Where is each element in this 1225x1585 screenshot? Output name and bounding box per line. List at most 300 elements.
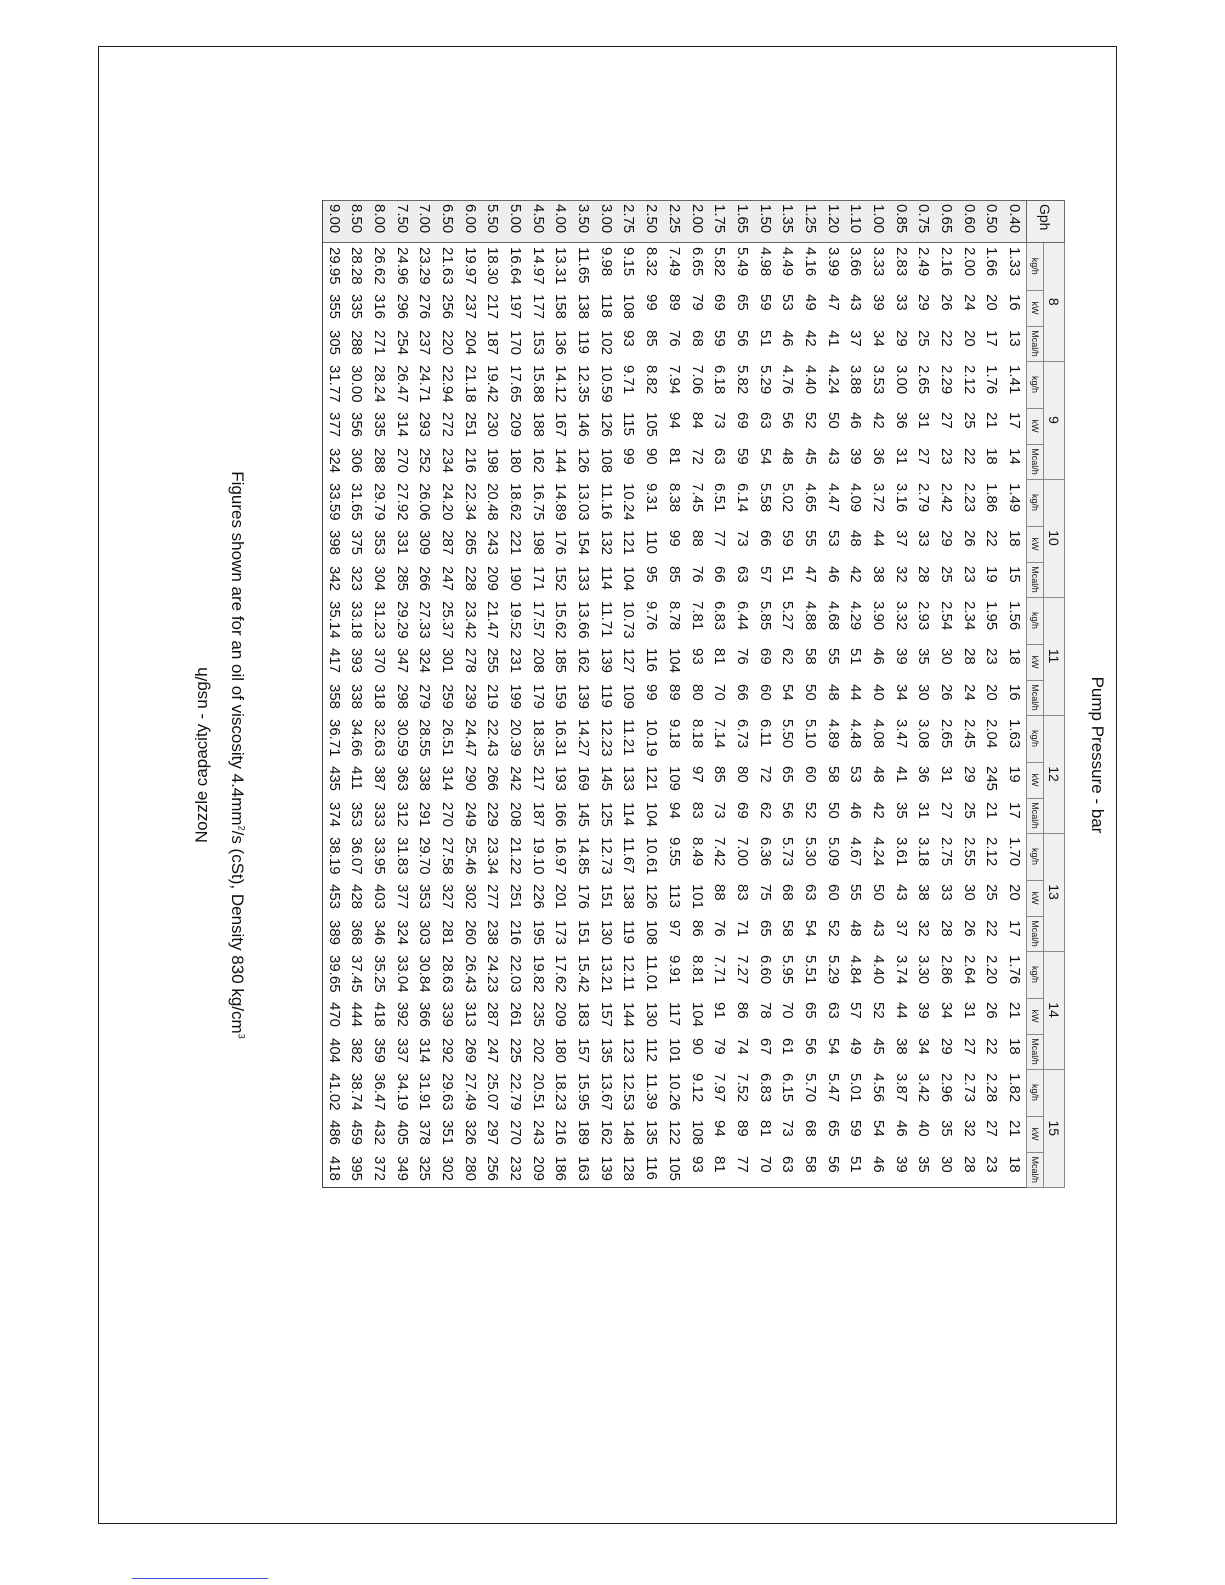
table-cell: 51	[756, 330, 774, 347]
table-cell: 17	[1006, 412, 1024, 429]
caption-superscript-2: 2	[236, 825, 247, 831]
table-cell: 52	[801, 802, 819, 819]
table-cell: 342	[322, 562, 345, 597]
table-cell: 71	[733, 920, 751, 937]
table-cell: 7.06	[688, 365, 706, 395]
table-cell: 404	[322, 1034, 345, 1069]
table-cell: 36.47	[370, 1073, 388, 1111]
table-cell: 4.47	[824, 483, 842, 513]
table-cell: 8.81	[688, 955, 706, 985]
table-cell: 31	[915, 412, 933, 429]
table-cell: 81	[665, 448, 683, 465]
table-cell: 24.47	[461, 719, 479, 757]
table-cell: 119	[620, 920, 638, 944]
table-cell: 51	[845, 1152, 868, 1188]
table-cell: 216	[507, 920, 525, 946]
table-cell: 56	[779, 802, 797, 819]
unit-header: Mcal/h	[1027, 680, 1044, 715]
table-cell: 80	[688, 684, 706, 701]
table-cell: 121	[620, 530, 638, 556]
gph-value: 2.25	[663, 201, 686, 243]
table-row	[527, 201, 550, 1188]
table-cell: 4.09	[847, 483, 865, 513]
table-cell: 318	[370, 684, 388, 710]
table-cell: 153	[529, 330, 547, 356]
page-link-underline	[132, 1578, 268, 1579]
table-cell: 57	[756, 566, 774, 583]
table-cell: 26	[938, 684, 956, 701]
table-cell: 50	[824, 802, 842, 819]
table-cell: 65	[801, 1002, 819, 1019]
table-cell: 21.18	[461, 365, 479, 403]
table-cell: 21.63	[438, 247, 456, 285]
table-cell: 62	[756, 802, 774, 819]
table-cell: 132	[597, 530, 615, 556]
table-cell: 88	[711, 884, 729, 901]
table-cell: 94	[665, 412, 683, 429]
unit-header: Mcal/h	[1027, 562, 1044, 597]
table-cell: 115	[620, 412, 638, 436]
table-cell: 16	[1006, 294, 1024, 311]
table-cell: 269	[461, 1038, 479, 1064]
table-cell: 31.83	[393, 837, 411, 875]
table-cell: 145	[575, 802, 593, 828]
table-cell: 75	[756, 884, 774, 901]
table-cell: 34	[870, 330, 888, 347]
table-cell: 177	[529, 294, 547, 320]
caption-text-middle: /s (cSt), Density 830 kg/cm	[228, 830, 247, 1034]
table-cell: 70	[779, 1002, 797, 1019]
table-cell: 27.92	[393, 483, 411, 521]
table-cell: 136	[552, 330, 570, 356]
table-cell: 187	[484, 330, 502, 356]
table-cell: 6.83	[756, 1073, 774, 1103]
table-cell: 89	[665, 684, 683, 701]
table-cell: 209	[507, 412, 525, 438]
table-cell: 4.84	[847, 955, 865, 985]
table-cell: 11.67	[620, 837, 638, 874]
table-cell: 486	[322, 1116, 345, 1152]
table-row	[368, 201, 391, 1188]
table-cell: 288	[370, 448, 388, 474]
table-cell: 60	[756, 684, 774, 701]
table-cell: 110	[643, 530, 661, 554]
table-cell: 29	[960, 766, 978, 783]
table-cell: 10.59	[597, 365, 615, 403]
table-cell: 31.65	[348, 483, 366, 521]
table-cell: 279	[416, 684, 434, 710]
gph-value: 2.50	[640, 201, 663, 243]
table-cell: 13.66	[575, 601, 593, 639]
table-cell: 104	[620, 566, 638, 592]
table-cell: 232	[504, 1152, 527, 1188]
table-cell: 76	[711, 920, 729, 937]
table-cell: 256	[438, 294, 456, 320]
table-cell: 459	[348, 1120, 366, 1146]
table-cell: 138	[620, 884, 638, 910]
table-cell: 90	[688, 1038, 706, 1055]
table-cell: 31.91	[416, 1073, 434, 1111]
table-cell: 33	[915, 530, 933, 547]
table-cell: 53	[779, 294, 797, 311]
table-cell: 36	[870, 448, 888, 465]
table-row	[686, 201, 709, 1188]
table-cell: 265	[461, 530, 479, 556]
table-cell: 351	[438, 1120, 456, 1146]
table-cell: 25	[983, 884, 1001, 901]
table-cell: 2.16	[938, 247, 956, 277]
pressure-header: 8	[1044, 243, 1065, 362]
table-cell: 2.65	[915, 365, 933, 395]
table-cell: 14.27	[575, 719, 593, 757]
table-cell: 22	[983, 1038, 1001, 1055]
table-cell: 19.52	[507, 601, 525, 639]
table-cell: 6.15	[779, 1073, 797, 1103]
table-cell: 26.06	[416, 483, 434, 521]
table-cell: 355	[322, 290, 345, 326]
table-cell: 4.76	[779, 365, 797, 395]
table-cell: 2.23	[960, 483, 978, 513]
table-cell: 97	[665, 920, 683, 937]
table-cell: 52	[824, 920, 842, 937]
table-cell: 6.11	[756, 719, 774, 748]
table-cell: 8.78	[665, 601, 683, 631]
table-cell: 24.96	[393, 247, 411, 285]
table-cell: 69	[711, 294, 729, 311]
table-cell: 55	[801, 530, 819, 547]
table-cell: 33.18	[348, 601, 366, 639]
table-cell: 24.71	[416, 365, 434, 403]
table-cell: 392	[393, 1002, 411, 1028]
table-cell: 375	[348, 530, 366, 556]
table-cell: 176	[552, 530, 570, 556]
table-row	[1003, 201, 1026, 1188]
table-cell: 46	[847, 802, 865, 819]
table-cell: 2.49	[915, 247, 933, 277]
table-cell: 76	[688, 566, 706, 583]
table-cell: 197	[507, 294, 525, 320]
table-cell: 123	[620, 1038, 638, 1064]
table-cell: 20	[983, 294, 1001, 311]
table-cell: 254	[393, 330, 411, 356]
table-cell: 176	[575, 884, 593, 910]
table-row	[708, 201, 731, 1188]
table-cell: 377	[393, 884, 411, 910]
table-cell: 209	[484, 566, 502, 592]
table-cell: 29.79	[370, 483, 388, 521]
table-cell: 99	[665, 530, 683, 547]
table-cell: 40	[915, 1120, 933, 1137]
table-cell: 43	[847, 294, 865, 311]
table-cell: 378	[416, 1120, 434, 1146]
table-cell: 2.04	[983, 719, 1001, 749]
table-cell: 114	[620, 802, 638, 826]
table-cell: 432	[370, 1120, 388, 1146]
table-cell: 94	[711, 1120, 729, 1137]
table-cell: 45	[870, 1038, 888, 1055]
table-row	[935, 201, 958, 1188]
table-cell: 157	[575, 1038, 593, 1064]
table-cell: 470	[322, 998, 345, 1034]
table-cell: 251	[507, 884, 525, 910]
table-cell: 29.29	[393, 601, 411, 639]
table-cell: 5.73	[779, 837, 797, 867]
unit-header: Mcal/h	[1027, 916, 1044, 951]
table-row	[640, 201, 663, 1188]
table-cell: 2.96	[938, 1073, 956, 1103]
table-cell: 13.21	[597, 955, 615, 993]
table-cell: 2.42	[938, 483, 956, 513]
table-cell: 130	[643, 1002, 661, 1028]
table-cell: 97	[688, 766, 706, 783]
table-cell: 79	[711, 1038, 729, 1055]
table-cell: 44	[870, 530, 888, 547]
table-cell: 324	[416, 648, 434, 674]
table-cell: 13.67	[597, 1073, 615, 1111]
table-cell: 63	[756, 412, 774, 429]
table-cell: 6.36	[756, 837, 774, 867]
table-cell: 11.01	[643, 955, 661, 992]
table-cell: 23.34	[484, 837, 502, 875]
table-cell: 256	[482, 1152, 505, 1188]
table-cell: 4.08	[870, 719, 888, 749]
table-cell: 144	[552, 448, 570, 474]
table-cell: 27	[938, 412, 956, 429]
table-row	[845, 201, 868, 1188]
table-cell: 11.21	[620, 719, 638, 756]
table-cell: 36	[892, 412, 910, 429]
table-cell: 1.82	[1006, 1073, 1024, 1103]
table-cell: 312	[393, 802, 411, 828]
table-cell: 38	[915, 884, 933, 901]
unit-header: Mcal/h	[1027, 1152, 1044, 1188]
gph-value: 1.75	[708, 201, 731, 243]
table-cell: 31.77	[322, 361, 345, 408]
table-cell: 247	[484, 1038, 502, 1064]
gph-value: 6.50	[436, 201, 459, 243]
table-cell: 146	[575, 412, 593, 438]
table-cell: 46	[870, 648, 888, 665]
table-cell: 67	[756, 1038, 774, 1055]
table-row	[867, 201, 890, 1188]
table-cell: 157	[597, 1002, 615, 1028]
table-cell: 39	[847, 448, 865, 465]
table-cell: 25.46	[461, 837, 479, 875]
table-cell: 8.38	[665, 483, 683, 513]
gph-header: Gph	[1027, 201, 1065, 243]
table-cell: 31.23	[370, 601, 388, 639]
table-cell: 298	[393, 684, 411, 710]
table-cell: 2.12	[960, 365, 978, 395]
table-cell: 151	[575, 920, 593, 946]
table-cell: 144	[620, 1002, 638, 1028]
table-cell: 14.89	[552, 483, 570, 521]
table-cell: 7.97	[711, 1073, 729, 1103]
table-row	[981, 201, 1004, 1188]
table-cell: 171	[529, 566, 547, 592]
table-cell: 393	[348, 648, 366, 674]
table-cell: 66	[756, 530, 774, 547]
table-cell: 81	[708, 1152, 731, 1188]
table-cell: 179	[529, 684, 547, 710]
table-cell: 16.31	[552, 719, 570, 757]
table-row	[391, 201, 414, 1188]
gph-value: 1.20	[822, 201, 845, 243]
table-cell: 93	[688, 648, 706, 665]
table-cell: 7.94	[665, 365, 683, 395]
table-cell: 18	[1006, 1038, 1024, 1055]
table-cell: 105	[643, 412, 661, 438]
table-cell: 29.95	[322, 243, 345, 291]
unit-header: kg/h	[1027, 951, 1044, 998]
table-cell: 209	[527, 1152, 550, 1188]
table-cell: 201	[552, 884, 570, 910]
table-cell: 3.90	[870, 601, 888, 631]
table-cell: 40	[870, 684, 888, 701]
table-cell: 58	[801, 648, 819, 665]
table-cell: 324	[322, 444, 345, 479]
table-cell: 239	[461, 684, 479, 710]
table-cell: 3.88	[847, 365, 865, 395]
table-cell: 7.00	[733, 837, 751, 867]
table-cell: 57	[847, 1002, 865, 1019]
table-cell: 63	[776, 1152, 799, 1188]
table-cell: 3.33	[870, 247, 888, 277]
table-cell: 270	[507, 1120, 525, 1146]
table-cell: 237	[416, 330, 434, 356]
table-cell: 101	[688, 884, 706, 910]
table-cell: 331	[393, 530, 411, 556]
table-cell: 35	[892, 802, 910, 819]
table-cell: 217	[529, 766, 547, 792]
table-row	[322, 201, 345, 1188]
table-cell: 18.35	[529, 719, 547, 757]
table-cell: 5.10	[801, 719, 819, 749]
table-cell: 139	[597, 648, 615, 674]
table-cell: 38	[870, 566, 888, 583]
table-cell: 198	[484, 448, 502, 474]
table-cell: 3.32	[892, 601, 910, 631]
gph-value: 5.00	[504, 201, 527, 243]
table-cell: 395	[345, 1152, 368, 1188]
table-cell: 9.76	[643, 601, 661, 631]
table-cell: 15	[1006, 566, 1024, 583]
table-cell: 3.00	[892, 365, 910, 395]
table-cell: 39	[892, 648, 910, 665]
unit-header: Mcal/h	[1027, 1034, 1044, 1069]
table-cell: 28	[960, 648, 978, 665]
table-cell: 90	[643, 448, 661, 465]
table-cell: 12.73	[597, 837, 615, 875]
table-cell: 234	[438, 448, 456, 474]
unit-header: kg/h	[1027, 479, 1044, 526]
table-row	[754, 201, 777, 1188]
table-cell: 77	[731, 1152, 754, 1188]
table-cell: 7.71	[711, 955, 729, 985]
gph-value: 1.35	[776, 201, 799, 243]
table-cell: 251	[461, 412, 479, 438]
table-cell: 287	[438, 530, 456, 556]
table-cell: 7.45	[688, 483, 706, 513]
table-cell: 81	[756, 1120, 774, 1137]
table-cell: 14.97	[529, 247, 547, 285]
table-cell: 23	[981, 1152, 1004, 1188]
table-cell: 301	[438, 648, 456, 674]
table-cell: 59	[847, 1120, 865, 1137]
gph-value: 7.00	[413, 201, 436, 243]
table-cell: 19.42	[484, 365, 502, 403]
table-cell: 28.28	[348, 247, 366, 285]
table-cell: 3.42	[915, 1073, 933, 1103]
table-cell: 84	[688, 412, 706, 429]
gph-value: 1.25	[799, 201, 822, 243]
table-cell: 3.53	[870, 365, 888, 395]
table-cell: 10.24	[620, 483, 638, 521]
table-cell: 78	[756, 1002, 774, 1019]
gph-value: 9.00	[322, 201, 345, 243]
table-cell: 81	[711, 648, 729, 665]
table-cell: 89	[733, 1120, 751, 1137]
table-cell: 4.16	[801, 247, 819, 277]
table-cell: 356	[348, 412, 366, 438]
table-cell: 169	[575, 766, 593, 792]
table-cell: 46	[847, 412, 865, 429]
table-cell: 29	[938, 530, 956, 547]
table-cell: 221	[507, 530, 525, 556]
table-cell: 42	[801, 330, 819, 347]
table-cell: 166	[552, 802, 570, 828]
table-cell: 47	[801, 566, 819, 583]
table-row	[550, 201, 573, 1188]
table-cell: 5.82	[733, 365, 751, 395]
table-cell: 2.54	[938, 601, 956, 631]
table-cell: 113	[665, 884, 683, 908]
table-cell: 230	[484, 412, 502, 438]
table-cell: 36	[915, 766, 933, 783]
table-cell: 5.82	[711, 247, 729, 277]
table-cell: 8.82	[643, 365, 661, 395]
table-cell: 303	[416, 920, 434, 946]
table-cell: 5.51	[801, 955, 819, 985]
gph-value: 8.00	[368, 201, 391, 243]
table-cell: 116	[640, 1152, 663, 1188]
table-cell: 198	[529, 530, 547, 556]
table-cell: 18	[1003, 1152, 1026, 1188]
table-cell: 69	[733, 412, 751, 429]
table-row	[345, 201, 368, 1188]
table-cell: 389	[322, 916, 345, 951]
table-cell: 154	[575, 530, 593, 556]
table-cell: 29.70	[416, 837, 434, 875]
table-cell: 20.51	[529, 1073, 547, 1111]
table-cell: 226	[529, 884, 547, 910]
table-cell: 133	[620, 766, 638, 792]
table-cell: 23.42	[461, 601, 479, 639]
table-cell: 102	[597, 330, 615, 356]
table-cell: 151	[597, 884, 615, 910]
table-cell: 10.73	[620, 601, 638, 639]
table-cell: 11.71	[597, 601, 615, 638]
table-cell: 21.22	[507, 837, 525, 875]
table-cell: 15.95	[575, 1073, 593, 1111]
table-cell: 121	[643, 766, 661, 792]
table-cell: 35.25	[370, 955, 388, 993]
table-cell: 37.45	[348, 955, 366, 993]
table-cell: 46	[824, 566, 842, 583]
table-cell: 27	[983, 1120, 1001, 1137]
table-cell: 209	[552, 1002, 570, 1028]
table-cell: 339	[438, 1002, 456, 1028]
